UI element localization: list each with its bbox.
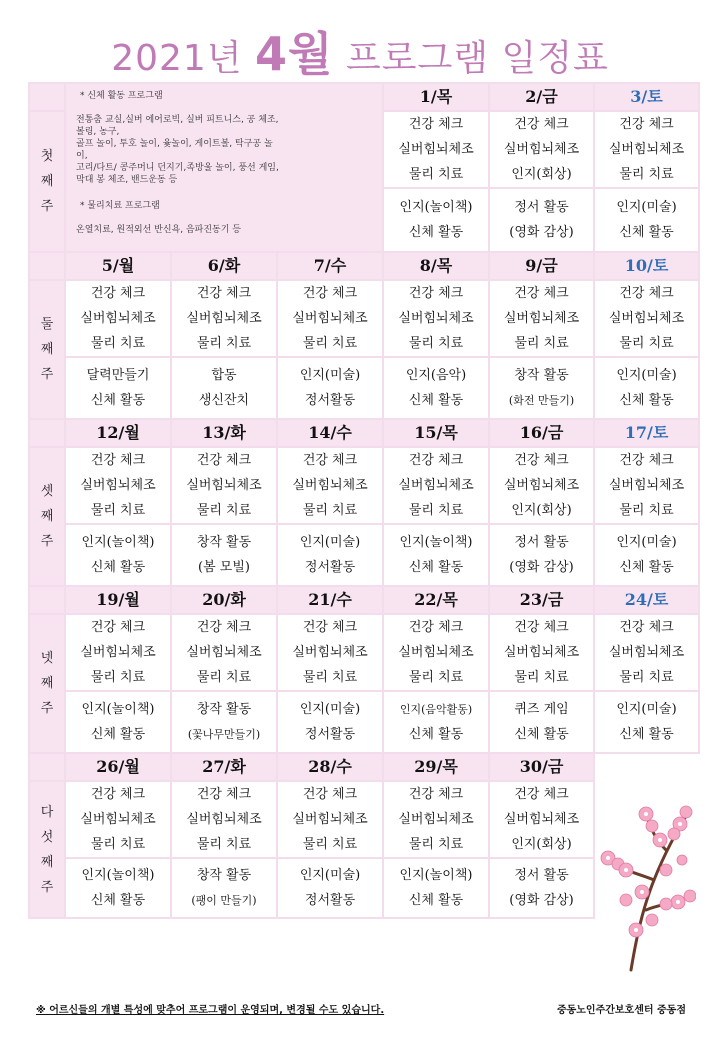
activity-line: 건강 체크 xyxy=(302,787,358,802)
physical-program-line: 이, xyxy=(76,151,88,161)
activity-line: 신체 활동 xyxy=(514,727,569,742)
afternoon-activities xyxy=(277,524,383,586)
activity-line: (꽃나무만들기) xyxy=(187,728,261,741)
week-label: 첫 째 주 xyxy=(29,111,65,252)
activity-line: 실버힘뇌체조 xyxy=(503,812,580,827)
date-header: 9/금 xyxy=(489,252,594,280)
afternoon-activities xyxy=(277,858,383,918)
morning-activities xyxy=(594,614,699,691)
afternoon-activities xyxy=(383,524,489,586)
activity-line: 인지(미술) xyxy=(616,702,677,717)
morning-activities xyxy=(489,447,594,524)
activity-line: 실버힘뇌체조 xyxy=(186,311,262,326)
activity-line: 정서활동 xyxy=(304,893,356,908)
morning-activities xyxy=(65,614,171,691)
date-header: 7/수 xyxy=(277,252,383,280)
morning-activities xyxy=(489,614,594,691)
week-header-blank xyxy=(29,83,65,111)
activity-line: 건강 체크 xyxy=(619,453,674,468)
morning-activities xyxy=(171,781,277,858)
activity-line: 물리 치료 xyxy=(196,336,252,351)
date-header: 2/금 xyxy=(489,83,594,111)
activity-line: 퀴즈 게임 xyxy=(514,702,569,717)
cherry-blossom-decoration xyxy=(596,800,696,972)
date-header: 1/목 xyxy=(383,83,489,111)
physical-program-line: 전통춤 교실,실버 에어로빅, 실버 피트니스, 공 체조, xyxy=(76,115,279,125)
activity-line: 실버힘뇌체조 xyxy=(608,311,685,326)
date-header: 26/월 xyxy=(65,753,171,781)
afternoon-activities xyxy=(171,691,277,753)
activity-line: 인지(미술) xyxy=(299,535,361,550)
activity-line: 건강 체크 xyxy=(90,620,146,635)
physical-program-line: 막대 봉 체조, 밴드운동 등 xyxy=(76,175,178,185)
date-header: 12/월 xyxy=(65,419,171,447)
activity-line: 물리 치료 xyxy=(408,503,464,518)
morning-activities xyxy=(65,280,171,357)
date-header: 28/수 xyxy=(277,753,383,781)
activity-line: 인지(음악활동) xyxy=(399,703,473,716)
activity-line: 건강 체크 xyxy=(514,787,569,802)
activity-line: 실버힘뇌체조 xyxy=(186,645,262,660)
afternoon-activities xyxy=(383,858,489,918)
activity-line: 건강 체크 xyxy=(408,787,464,802)
morning-activities xyxy=(383,781,489,858)
activity-line: 인지(놀이책) xyxy=(399,868,473,883)
activity-line: 실버힘뇌체조 xyxy=(398,142,474,157)
morning-activities xyxy=(277,280,383,357)
activity-line: 인지(회상) xyxy=(511,167,572,182)
afternoon-activities xyxy=(383,357,489,419)
activity-line: 인지(미술) xyxy=(299,868,361,883)
date-header: 6/화 xyxy=(171,252,277,280)
footer-note: ※ 어르신들의 개별 특성에 맞추어 프로그램이 운영되며, 변경될 수도 있습니다. xyxy=(36,1005,385,1016)
date-header: 30/금 xyxy=(489,753,594,781)
activity-line: 달력만들기 xyxy=(86,368,150,383)
morning-activities xyxy=(489,111,594,188)
activity-line: 인지(미술) xyxy=(616,200,677,215)
activity-line: 물리 치료 xyxy=(196,670,252,685)
activity-line: 실버힘뇌체조 xyxy=(608,142,685,157)
activity-line: 실버힘뇌체조 xyxy=(398,645,474,660)
activity-line: 건강 체크 xyxy=(196,453,252,468)
afternoon-activities xyxy=(489,524,594,586)
activity-line: 실버힘뇌체조 xyxy=(80,812,156,827)
activity-line: 정서활동 xyxy=(304,393,356,408)
activity-line: 건강 체크 xyxy=(302,620,358,635)
activity-line: 신체 활동 xyxy=(619,393,674,408)
week-header-blank xyxy=(29,753,65,781)
afternoon-activities xyxy=(383,188,489,252)
activity-line: 인지(놀이책) xyxy=(81,535,155,550)
activity-line: 창작 활동 xyxy=(514,368,569,383)
activity-line: 건강 체크 xyxy=(302,286,358,301)
activity-line: 건강 체크 xyxy=(90,453,146,468)
date-header: 20/화 xyxy=(171,586,277,614)
activity-line: 물리 치료 xyxy=(90,336,146,351)
activity-line: 실버힘뇌체조 xyxy=(608,645,685,660)
activity-line: (영화 감상) xyxy=(509,893,574,908)
afternoon-activities xyxy=(65,691,171,753)
morning-activities xyxy=(171,614,277,691)
afternoon-activities xyxy=(383,691,489,753)
afternoon-activities xyxy=(171,858,277,918)
date-header: 8/목 xyxy=(383,252,489,280)
date-header: 23/금 xyxy=(489,586,594,614)
activity-line: 인지(미술) xyxy=(616,368,677,383)
morning-activities xyxy=(171,280,277,357)
week-label: 둘 째 주 xyxy=(29,280,65,419)
activity-line: 건강 체크 xyxy=(302,453,358,468)
morning-activities xyxy=(65,447,171,524)
activity-line: 실버힘뇌체조 xyxy=(398,478,474,493)
physical-program-line: 볼링, 농구, xyxy=(76,127,120,137)
activity-line: 건강 체크 xyxy=(514,620,569,635)
activity-line: 물리 치료 xyxy=(408,167,464,182)
activity-line: 건강 체크 xyxy=(408,453,464,468)
activity-line: 건강 체크 xyxy=(408,286,464,301)
schedule-table xyxy=(28,82,700,919)
activity-line: 물리 치료 xyxy=(408,336,464,351)
afternoon-activities xyxy=(594,524,699,586)
activity-line: 건강 체크 xyxy=(408,620,464,635)
afternoon-activities xyxy=(65,357,171,419)
activity-line: 실버힘뇌체조 xyxy=(608,478,685,493)
activity-line: 건강 체크 xyxy=(514,286,569,301)
morning-activities xyxy=(383,614,489,691)
activity-line: 실버힘뇌체조 xyxy=(398,311,474,326)
activity-line: 실버힘뇌체조 xyxy=(503,142,580,157)
morning-activities xyxy=(277,614,383,691)
activity-line: 신체 활동 xyxy=(90,393,146,408)
activity-line: 신체 활동 xyxy=(619,225,674,240)
morning-activities xyxy=(65,781,171,858)
activity-line: 인지(미술) xyxy=(616,535,677,550)
activity-line: 건강 체크 xyxy=(196,787,252,802)
activity-line: 창작 활동 xyxy=(196,868,252,883)
activity-line: 인지(회상) xyxy=(511,503,572,518)
afternoon-activities xyxy=(594,188,699,252)
activity-line: 물리 치료 xyxy=(302,503,358,518)
activity-line: 신체 활동 xyxy=(619,560,674,575)
activity-line: 인지(놀이책) xyxy=(399,535,473,550)
activity-line: 건강 체크 xyxy=(90,787,146,802)
activity-line: 물리 치료 xyxy=(302,670,358,685)
date-header: 29/목 xyxy=(383,753,489,781)
morning-activities xyxy=(489,280,594,357)
activity-line: 건강 체크 xyxy=(196,286,252,301)
activity-line: 물리 치료 xyxy=(408,670,464,685)
activity-line: (영화 감상) xyxy=(509,560,574,575)
activity-line: 신체 활동 xyxy=(90,560,146,575)
activity-line: 실버힘뇌체조 xyxy=(503,478,580,493)
activity-line: 창작 활동 xyxy=(196,535,252,550)
activity-line: (영화 감상) xyxy=(509,225,574,240)
activity-line: 정서활동 xyxy=(304,727,356,742)
date-header: 14/수 xyxy=(277,419,383,447)
activity-line: 실버힘뇌체조 xyxy=(292,311,368,326)
morning-activities xyxy=(383,111,489,188)
physical-program-line: 고리/다트/ 콩주머니 던지기,족방울 놀이, 풍선 게임, xyxy=(76,163,279,173)
activity-line: 물리 치료 xyxy=(90,670,146,685)
therapy-program-heading: * 물리치료 프로그램 xyxy=(80,201,160,211)
activity-line: 실버힘뇌체조 xyxy=(186,812,262,827)
activity-line: 인지(회상) xyxy=(511,837,572,852)
afternoon-activities xyxy=(489,858,594,918)
morning-activities xyxy=(489,781,594,858)
date-header: 16/금 xyxy=(489,419,594,447)
activity-line: 인지(놀이책) xyxy=(81,702,155,717)
activity-line: 실버힘뇌체조 xyxy=(503,311,580,326)
morning-activities xyxy=(171,447,277,524)
morning-activities xyxy=(277,447,383,524)
activity-line: 실버힘뇌체조 xyxy=(80,478,156,493)
activity-line: 물리 치료 xyxy=(302,336,358,351)
afternoon-activities xyxy=(277,357,383,419)
activity-line: 정서활동 xyxy=(304,560,356,575)
afternoon-activities xyxy=(489,188,594,252)
activity-line: 인지(음악) xyxy=(405,368,467,383)
activity-line: 신체 활동 xyxy=(408,893,464,908)
activity-line: 신체 활동 xyxy=(408,560,464,575)
date-header: 3/토 xyxy=(594,83,699,111)
date-header: 21/수 xyxy=(277,586,383,614)
activity-line: 신체 활동 xyxy=(619,727,674,742)
activity-line: 인지(놀이책) xyxy=(81,868,155,883)
activity-line: 물리 치료 xyxy=(408,837,464,852)
program-info-box xyxy=(65,83,383,252)
morning-activities xyxy=(383,447,489,524)
activity-line: 건강 체크 xyxy=(619,620,674,635)
date-header: 5/월 xyxy=(65,252,171,280)
activity-line: 물리 치료 xyxy=(90,837,146,852)
activity-line: 신체 활동 xyxy=(90,727,146,742)
week-label: 다 섯 째 주 xyxy=(29,781,65,918)
activity-line: 건강 체크 xyxy=(619,117,674,132)
activity-line: 실버힘뇌체조 xyxy=(80,645,156,660)
activity-line: 건강 체크 xyxy=(619,286,674,301)
morning-activities xyxy=(277,781,383,858)
activity-line: (팽이 만들기) xyxy=(191,894,257,907)
afternoon-activities xyxy=(489,691,594,753)
activity-line: 물리 치료 xyxy=(196,503,252,518)
afternoon-activities xyxy=(171,524,277,586)
activity-line: 인지(놀이책) xyxy=(399,200,473,215)
activity-line: 실버힘뇌체조 xyxy=(292,812,368,827)
afternoon-activities xyxy=(489,357,594,419)
activity-line: 신체 활동 xyxy=(90,893,146,908)
afternoon-activities xyxy=(594,691,699,753)
date-header: 27/화 xyxy=(171,753,277,781)
activity-line: 물리 치료 xyxy=(514,336,569,351)
activity-line: 물리 치료 xyxy=(514,670,569,685)
activity-line: 실버힘뇌체조 xyxy=(186,478,262,493)
activity-line: 물리 치료 xyxy=(619,670,674,685)
week-header-blank xyxy=(29,419,65,447)
morning-activities xyxy=(594,111,699,188)
activity-line: 신체 활동 xyxy=(408,393,464,408)
activity-line: 물리 치료 xyxy=(90,503,146,518)
activity-line: 신체 활동 xyxy=(408,225,464,240)
afternoon-activities xyxy=(65,858,171,918)
afternoon-activities xyxy=(594,357,699,419)
activity-line: 인지(미술) xyxy=(299,702,361,717)
activity-line: 실버힘뇌체조 xyxy=(292,478,368,493)
activity-line: 생신잔치 xyxy=(198,393,250,408)
date-header: 22/목 xyxy=(383,586,489,614)
activity-line: (봄 모빌) xyxy=(198,560,250,575)
activity-line: 창작 활동 xyxy=(196,702,252,717)
date-header: 10/토 xyxy=(594,252,699,280)
activity-line: 정서 활동 xyxy=(514,200,569,215)
afternoon-activities xyxy=(171,357,277,419)
activity-line: 건강 체크 xyxy=(514,453,569,468)
activity-line: (화전 만들기) xyxy=(508,394,575,407)
activity-line: 실버힘뇌체조 xyxy=(80,311,156,326)
week-header-blank xyxy=(29,252,65,280)
activity-line: 물리 치료 xyxy=(196,837,252,852)
activity-line: 신체 활동 xyxy=(408,727,464,742)
activity-line: 물리 치료 xyxy=(619,503,674,518)
afternoon-activities xyxy=(65,524,171,586)
activity-line: 실버힘뇌체조 xyxy=(398,812,474,827)
week-label: 셋 째 주 xyxy=(29,447,65,586)
activity-line: 실버힘뇌체조 xyxy=(292,645,368,660)
morning-activities xyxy=(594,447,699,524)
date-header: 15/목 xyxy=(383,419,489,447)
footer-org: 중동노인주간보호센터 중동점 xyxy=(556,1005,686,1016)
activity-line: 인지(미술) xyxy=(299,368,361,383)
physical-program-line: 골프 놀이, 투호 놀이, 윷놀이, 게이트볼, 탁구공 놀 xyxy=(76,139,273,149)
activity-line: 건강 체크 xyxy=(514,117,569,132)
date-header: 13/화 xyxy=(171,419,277,447)
physical-program-heading: * 신체 활동 프로그램 xyxy=(80,91,163,101)
page-title: 2021년 4월 프로그램 일정표 xyxy=(111,27,609,81)
activity-line: 정서 활동 xyxy=(514,535,569,550)
week-label: 넷 째 주 xyxy=(29,614,65,753)
date-header: 19/월 xyxy=(65,586,171,614)
activity-line: 물리 치료 xyxy=(302,837,358,852)
activity-line: 물리 치료 xyxy=(619,167,674,182)
morning-activities xyxy=(594,280,699,357)
therapy-program-line: 온열치료, 원적외선 반신욕, 음파진동기 등 xyxy=(76,225,241,235)
activity-line: 건강 체크 xyxy=(408,117,464,132)
date-header: 24/토 xyxy=(594,586,699,614)
afternoon-activities xyxy=(277,691,383,753)
activity-line: 건강 체크 xyxy=(90,286,146,301)
activity-line: 실버힘뇌체조 xyxy=(503,645,580,660)
activity-line: 정서 활동 xyxy=(514,868,569,883)
date-header: 17/토 xyxy=(594,419,699,447)
morning-activities xyxy=(383,280,489,357)
week-header-blank xyxy=(29,586,65,614)
activity-line: 물리 치료 xyxy=(619,336,674,351)
activity-line: 건강 체크 xyxy=(196,620,252,635)
activity-line: 합동 xyxy=(211,368,237,383)
